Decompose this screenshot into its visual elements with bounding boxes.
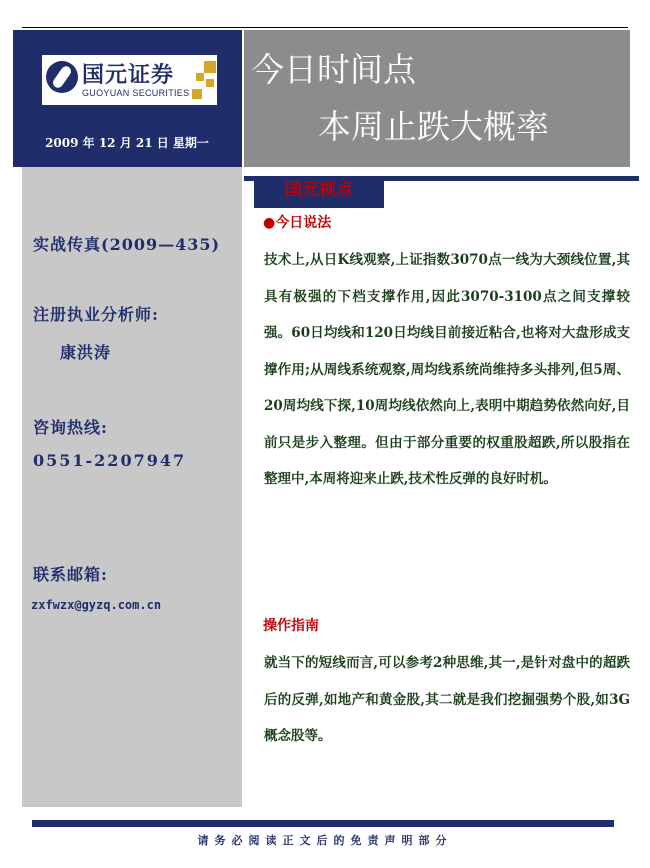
footer-disclaimer[interactable]: 请务必阅读正文后的免责声明部分 (197, 834, 453, 847)
page-title-line2: 本周止跌大概率 (318, 107, 549, 146)
hotline-label: 咨询热线: (33, 418, 108, 437)
guide-heading: 操作指南 (263, 618, 319, 634)
analyst-label: 注册执业分析师: (33, 305, 159, 324)
footer-rule (32, 820, 614, 827)
today-paragraph: 技术上,从日K线观察,上证指数3070点一线为大颈线位置,其具有极强的下档支撑作用,因此3070-3100点之间支撑较强。60日均线和120日均线目前接近粘合,也将对大盘形成支撑作用;从周线系统观察,周均线系统尚维持多头排列,但5周、20周均线下探,10周均线依然向上,表明中期趋势依然向好,目前只是步入整理。但由于部分重要的权重股超跌,所以股指在整理中,本周将迎来止跌,技术性反弹的良好时机。 (264, 252, 630, 487)
logo-name-en: GUOYUAN SECURITIES (82, 88, 190, 98)
page-title-line1: 今日时间点 (251, 50, 416, 89)
logo-emblem-icon (46, 61, 78, 93)
report-date: 2009 年 12 月 21 日 星期一 (45, 136, 209, 150)
today-heading: ●今日说法 (263, 215, 332, 231)
email-address[interactable]: zxfwzx@gyzq.com.cn (31, 598, 162, 612)
guide-paragraph: 就当下的短线而言,可以参考2种思维,其一,是针对盘中的超跌后的反弹,如地产和黄金股,其二就是我们挖掘强势个股,如3G概念股等。 (264, 655, 630, 744)
report-id: 实战传真(2009—435) (33, 235, 221, 254)
company-logo (42, 55, 217, 105)
analyst-name: 康洪涛 (60, 343, 112, 362)
sidebar (22, 167, 242, 807)
hotline-number: 0551-2207947 (33, 451, 187, 470)
top-rule (22, 27, 628, 28)
email-label: 联系邮箱: (33, 565, 108, 584)
section-tab: 国元视点 (254, 176, 384, 208)
logo-name-cn: 国元证券 (82, 63, 175, 88)
logo-squares-icon (192, 61, 216, 101)
